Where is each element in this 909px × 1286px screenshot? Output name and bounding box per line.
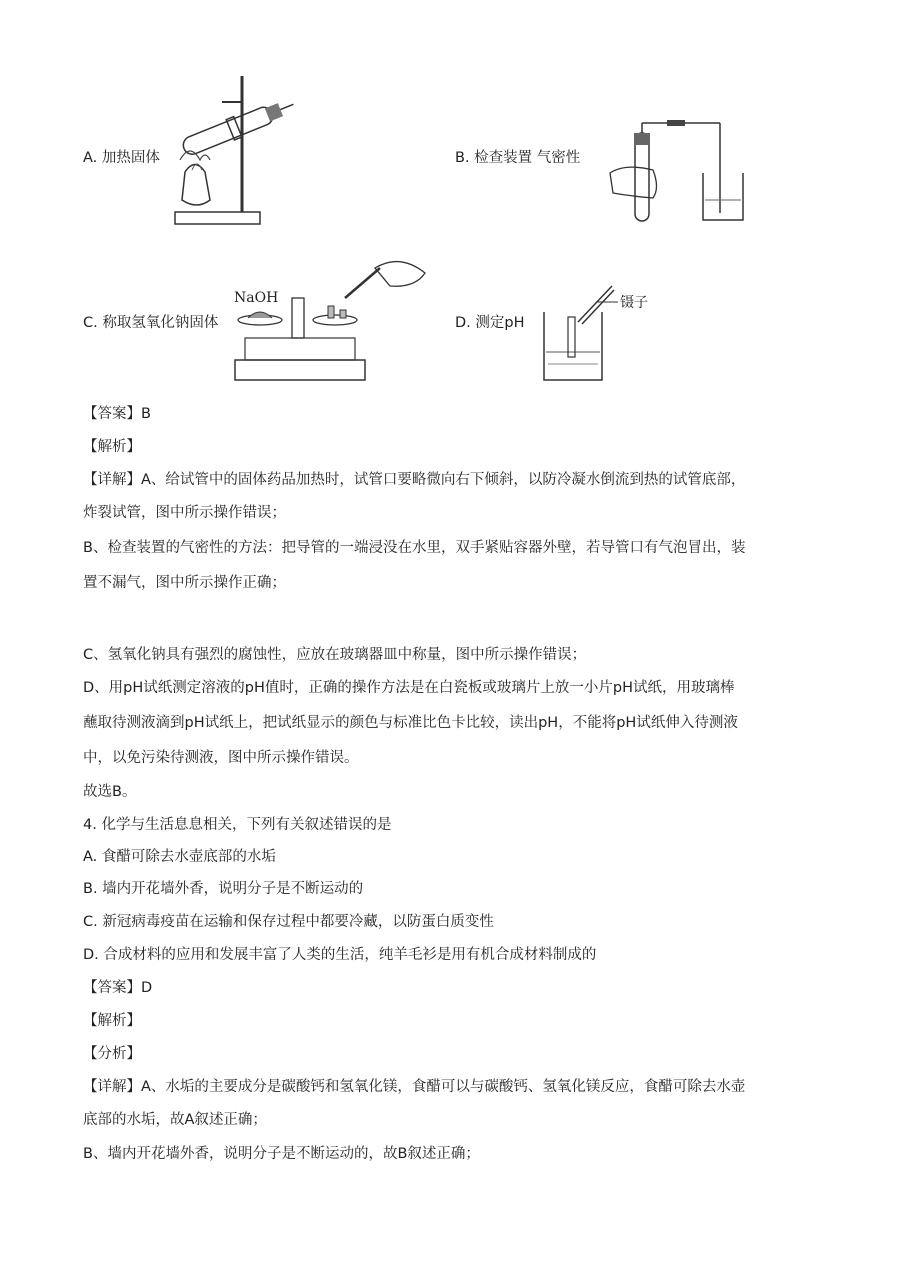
q3-conclusion: 故选B。 (83, 784, 137, 800)
option-c-label: C. 称取氢氧化钠固体 (83, 315, 219, 331)
q4-analysis-title: 【解析】 (83, 1013, 141, 1029)
q4-answer: 【答案】D (83, 980, 153, 996)
q4-detail-line2: 底部的水垢，故A叙述正确； (83, 1112, 267, 1128)
tweezers-label: 镊子 (620, 295, 648, 311)
q3-d-line1: D、用pH试纸测定溶液的pH值时，正确的操作方法是在白瓷板或玻璃片上放一小片pH试纸，用玻璃棒 (83, 680, 735, 696)
q4-detail-line1: 【详解】A、水垢的主要成分是碳酸钙和氢氧化镁，食醋可以与碳酸钙、氢氧化镁反应，食醋可除去水壶 (83, 1079, 746, 1095)
option-a-label: A. 加热固体 (83, 150, 160, 166)
q4-b-line1: B、墙内开花墙外香，说明分子是不断运动的，故B叙述正确； (83, 1146, 480, 1162)
q4-option-b: B. 墙内开花墙外香，说明分子是不断运动的 (83, 881, 364, 897)
q3-analysis-title: 【解析】 (83, 439, 141, 455)
q3-d-line2: 蘸取待测液滴到pH试纸上，把试纸显示的颜色与标准比色卡比较，读出pH，不能将pH试纸伸入待测液 (83, 715, 738, 731)
option-b-label: B. 检查装置 气密性 (455, 150, 581, 166)
q3-detail-line2: 炸裂试管，图中所示操作错误； (83, 505, 286, 521)
q3-d-line3: 中，以免污染待测液，图中所示操作错误。 (83, 750, 359, 766)
q3-c-line1: C、氢氧化钠具有强烈的腐蚀性，应放在玻璃器皿中称量，图中所示操作错误； (83, 647, 587, 663)
ph-measure-figure (540, 282, 670, 387)
q4-option-c: C. 新冠病毒疫苗在运输和保存过程中都要冷藏，以防蛋白质变性 (83, 914, 494, 930)
naoh-label: NaOH (234, 290, 279, 306)
q3-detail-line1: 【详解】A、给试管中的固体药品加热时，试管口要略微向右下倾斜，以防冷凝水倒流到热的试管底部， (83, 472, 746, 488)
q4-option-a: A. 食醋可除去水壶底部的水垢 (83, 849, 276, 865)
heating-apparatus-figure (170, 72, 305, 232)
option-d-label: D. 测定pH (455, 315, 525, 331)
q4-analysis-sub: 【分析】 (83, 1046, 141, 1062)
q3-answer: 【答案】B (83, 406, 151, 422)
q3-b-line1: B、检查装置的气密性的方法：把导管的一端浸没在水里，双手紧贴容器外壁，若导管口有气泡冒出，装 (83, 540, 746, 556)
q4-option-d: D. 合成材料的应用和发展丰富了人类的生活，纯羊毛衫是用有机合成材料制成的 (83, 947, 597, 963)
balance-weighing-figure (230, 248, 440, 388)
q4-question: 4. 化学与生活息息相关，下列有关叙述错误的是 (83, 817, 392, 833)
airtightness-check-figure (605, 118, 755, 228)
q3-b-line2: 置不漏气，图中所示操作正确； (83, 575, 286, 591)
